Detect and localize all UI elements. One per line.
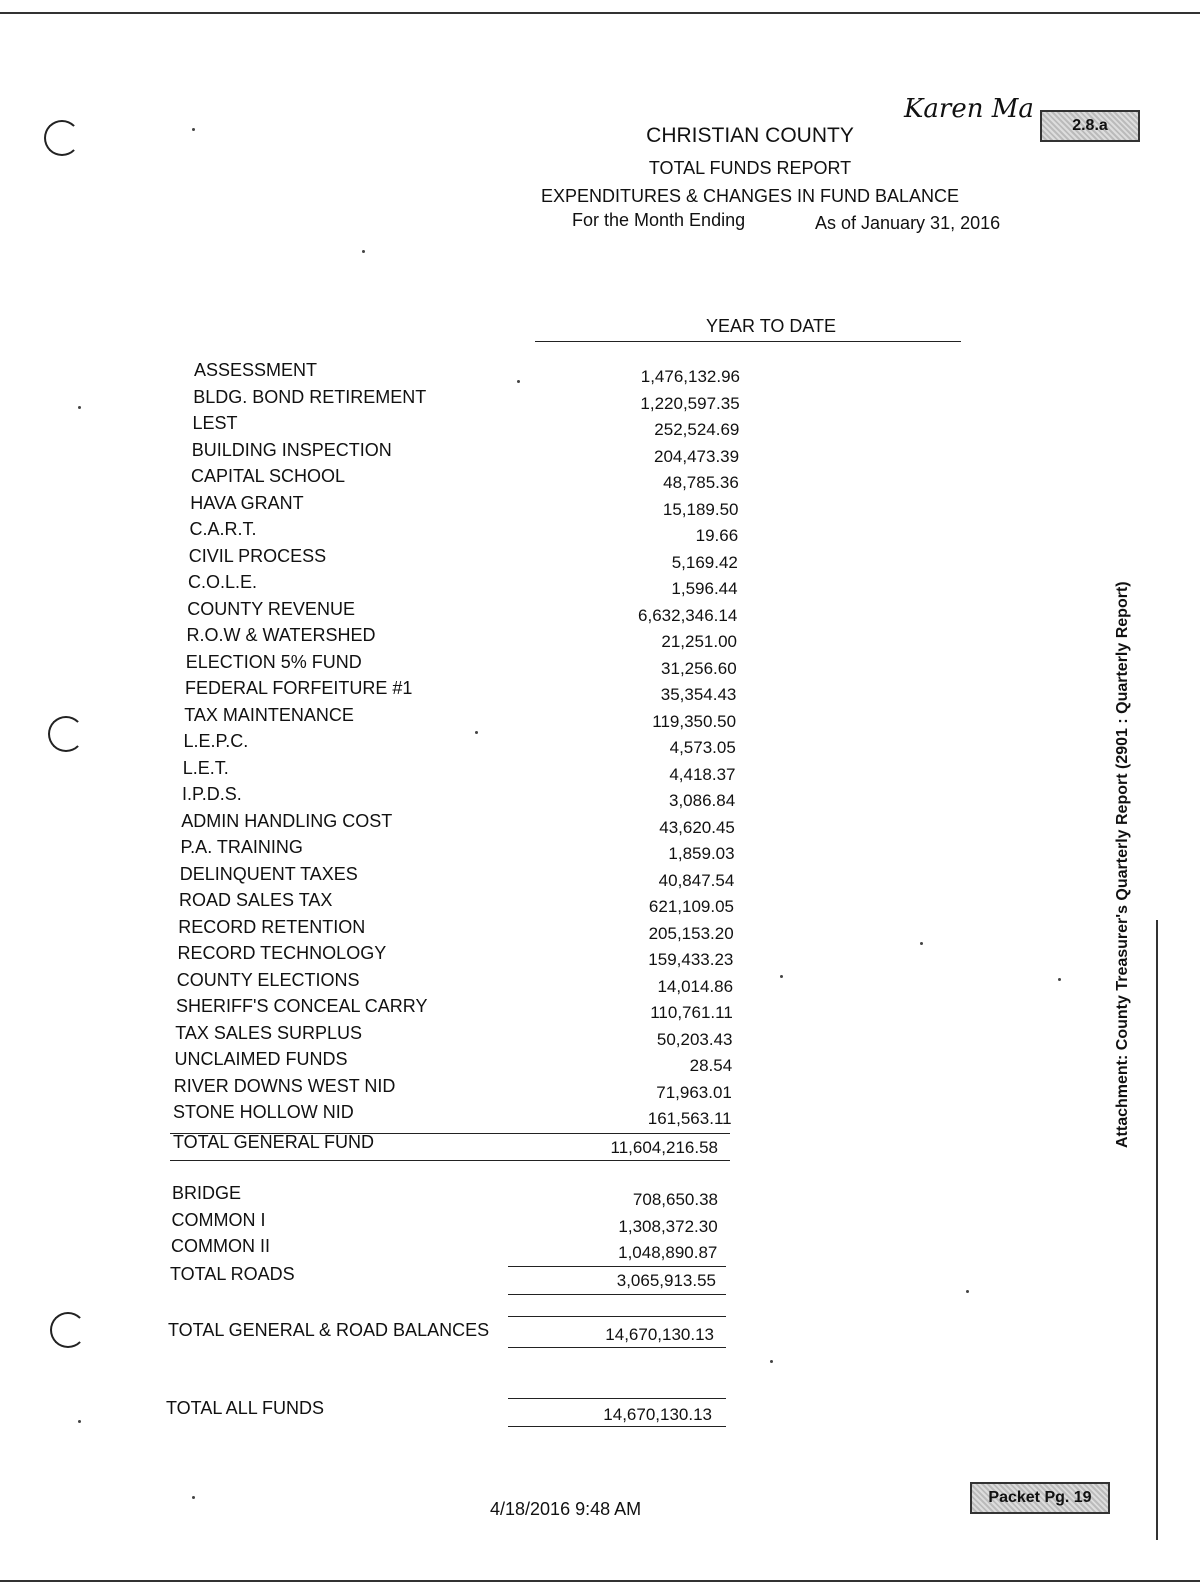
fund-row-amount: 5,169.42 bbox=[671, 552, 738, 572]
fund-row-label: BLDG. BOND RETIREMENT bbox=[193, 386, 427, 407]
fund-row-amount: 14,014.86 bbox=[657, 976, 734, 996]
fund-row-label: COMMON II bbox=[171, 1236, 270, 1256]
fund-row-amount: 119,350.50 bbox=[652, 711, 737, 731]
fund-row-label: L.E.P.C. bbox=[183, 731, 249, 751]
total-all-funds-label: TOTAL ALL FUNDS bbox=[166, 1398, 325, 1418]
scan-speck bbox=[192, 128, 195, 131]
packet-page-stamp: Packet Pg. 19 bbox=[970, 1482, 1110, 1514]
scan-speck bbox=[475, 731, 478, 734]
fund-row-label: LEST bbox=[192, 413, 238, 433]
fund-row-amount: 110,761.11 bbox=[650, 1003, 733, 1022]
fund-row-label: RECORD TECHNOLOGY bbox=[177, 943, 387, 963]
column-header: YEAR TO DATE bbox=[706, 316, 837, 336]
scan-speck bbox=[78, 1420, 81, 1423]
fund-row-amount: 31,256.60 bbox=[661, 658, 737, 678]
fund-row-amount: 252,524.69 bbox=[654, 420, 740, 439]
print-timestamp: 4/18/2016 9:48 AM bbox=[490, 1499, 642, 1519]
scan-speck bbox=[192, 1496, 195, 1499]
fund-row-amount: 1,308,372.30 bbox=[618, 1216, 718, 1236]
fund-row-amount: 15,189.50 bbox=[662, 499, 739, 519]
fund-row-label: STONE HOLLOW NID bbox=[173, 1102, 354, 1122]
fund-row-label: ADMIN HANDLING COST bbox=[181, 810, 393, 831]
fund-row-amount: 19.66 bbox=[695, 526, 739, 545]
fund-row-label: R.O.W & WATERSHED bbox=[186, 625, 376, 645]
total-roads-label: TOTAL ROADS bbox=[170, 1264, 295, 1284]
scan-speck bbox=[1058, 978, 1061, 981]
fund-row-label: RECORD RETENTION bbox=[178, 916, 366, 937]
fund-row-label: P.A. TRAINING bbox=[180, 837, 303, 857]
fund-row-amount: 48,785.36 bbox=[663, 473, 739, 492]
total-rule bbox=[508, 1347, 726, 1348]
total-rule bbox=[170, 1160, 730, 1161]
total-general-amount: 11,604,216.58 bbox=[610, 1138, 718, 1157]
fund-row-amount: 6,632,346.14 bbox=[638, 605, 738, 625]
fund-row-amount: 21,251.00 bbox=[661, 632, 737, 651]
fund-row-label: RIVER DOWNS WEST NID bbox=[173, 1075, 396, 1096]
fund-row-label: BUILDING INSPECTION bbox=[191, 439, 392, 460]
page-top-edge bbox=[0, 12, 1200, 14]
fund-row-label: UNCLAIMED FUNDS bbox=[174, 1049, 348, 1069]
binder-hole-icon bbox=[44, 120, 80, 156]
page-right-edge bbox=[1156, 920, 1158, 1540]
total-rule bbox=[508, 1398, 726, 1399]
fund-row-label: ELECTION 5% FUND bbox=[185, 651, 362, 672]
total-general-road-amount: 14,670,130.13 bbox=[605, 1325, 714, 1344]
total-rule bbox=[508, 1316, 726, 1317]
scan-speck bbox=[780, 975, 783, 978]
fund-row-amount: 1,859.03 bbox=[668, 844, 735, 863]
fund-row-label: C.O.L.E. bbox=[188, 572, 258, 592]
fund-row-label: C.A.R.T. bbox=[189, 519, 257, 539]
fund-row-amount: 708,650.38 bbox=[632, 1190, 718, 1209]
total-rule bbox=[508, 1426, 726, 1427]
column-header-rule bbox=[535, 341, 961, 342]
scan-speck bbox=[78, 406, 81, 409]
fund-row-amount: 204,473.39 bbox=[654, 446, 740, 466]
total-general-label: TOTAL GENERAL FUND bbox=[173, 1132, 375, 1152]
period-label: For the Month Ending bbox=[572, 210, 746, 230]
fund-row-amount: 621,109.05 bbox=[648, 897, 734, 916]
fund-row-amount: 4,573.05 bbox=[669, 738, 736, 757]
total-general-road-label: TOTAL GENERAL & ROAD BALANCES bbox=[168, 1320, 490, 1340]
fund-row-label: TAX MAINTENANCE bbox=[184, 704, 354, 725]
fund-row-amount: 4,418.37 bbox=[669, 764, 736, 784]
fund-row-label: COMMON I bbox=[171, 1209, 266, 1230]
agenda-item-stamp: 2.8.a bbox=[1040, 110, 1140, 142]
fund-row-label: HAVA GRANT bbox=[190, 492, 304, 513]
fund-row-label: ROAD SALES TAX bbox=[179, 890, 333, 910]
fund-row-label: COUNTY ELECTIONS bbox=[176, 969, 360, 990]
scan-speck bbox=[770, 1360, 773, 1363]
total-all-funds-amount: 14,670,130.13 bbox=[603, 1405, 712, 1424]
attachment-note: Attachment: County Treasurer's Quarterly Report (2901 : Quarterly Report) bbox=[1114, 581, 1131, 1148]
total-roads-amount: 3,065,913.55 bbox=[616, 1271, 716, 1290]
fund-row-amount: 50,203.43 bbox=[656, 1029, 733, 1049]
fund-row-amount: 43,620.45 bbox=[659, 817, 735, 837]
fund-row-label: DELINQUENT TAXES bbox=[179, 863, 358, 884]
scan-speck bbox=[966, 1290, 969, 1293]
fund-row-amount: 161,563.11 bbox=[647, 1109, 732, 1128]
fund-row-label: CIVIL PROCESS bbox=[188, 545, 327, 566]
fund-row-amount: 159,433.23 bbox=[648, 950, 734, 969]
scan-speck bbox=[517, 380, 520, 383]
fund-row-amount: 28.54 bbox=[689, 1056, 733, 1075]
page-bottom-edge bbox=[0, 1580, 1200, 1582]
county-title: CHRISTIAN COUNTY bbox=[646, 124, 854, 147]
fund-row-label: CAPITAL SCHOOL bbox=[191, 466, 346, 486]
fund-row-label: L.E.T. bbox=[182, 757, 229, 778]
scan-speck bbox=[920, 942, 923, 945]
fund-row-amount: 1,476,132.96 bbox=[640, 367, 740, 386]
fund-row-amount: 40,847.54 bbox=[658, 870, 735, 890]
scan-speck bbox=[362, 250, 365, 253]
report-subtitle: EXPENDITURES & CHANGES IN FUND BALANCE bbox=[540, 186, 960, 206]
fund-row-amount: 1,220,597.35 bbox=[640, 393, 740, 413]
fund-row-label: FEDERAL FORFEITURE #1 bbox=[185, 678, 413, 698]
fund-row-amount: 205,153.20 bbox=[648, 923, 734, 943]
binder-hole-icon bbox=[50, 1312, 86, 1348]
report-title: TOTAL FUNDS REPORT bbox=[648, 158, 852, 178]
fund-row-label: I.P.D.S. bbox=[182, 784, 242, 804]
fund-row-label: SHERIFF'S CONCEAL CARRY bbox=[176, 996, 428, 1016]
handwritten-signature: Karen Ma bbox=[904, 94, 1034, 124]
fund-row-label: ASSESSMENT bbox=[194, 360, 318, 380]
fund-row-label: COUNTY REVENUE bbox=[187, 598, 355, 619]
fund-row-amount: 1,048,890.87 bbox=[618, 1243, 718, 1262]
total-rule bbox=[508, 1266, 726, 1267]
fund-row-amount: 71,963.01 bbox=[656, 1082, 732, 1102]
fund-row-label: BRIDGE bbox=[172, 1183, 242, 1203]
fund-row-amount: 35,354.43 bbox=[660, 685, 737, 704]
fund-row-amount: 1,596.44 bbox=[671, 579, 738, 598]
fund-row-label: TAX SALES SURPLUS bbox=[175, 1022, 362, 1043]
as-of-date: As of January 31, 2016 bbox=[815, 213, 1001, 233]
total-rule bbox=[508, 1294, 726, 1295]
fund-row-amount: 3,086.84 bbox=[669, 791, 736, 810]
binder-hole-icon bbox=[48, 716, 84, 752]
